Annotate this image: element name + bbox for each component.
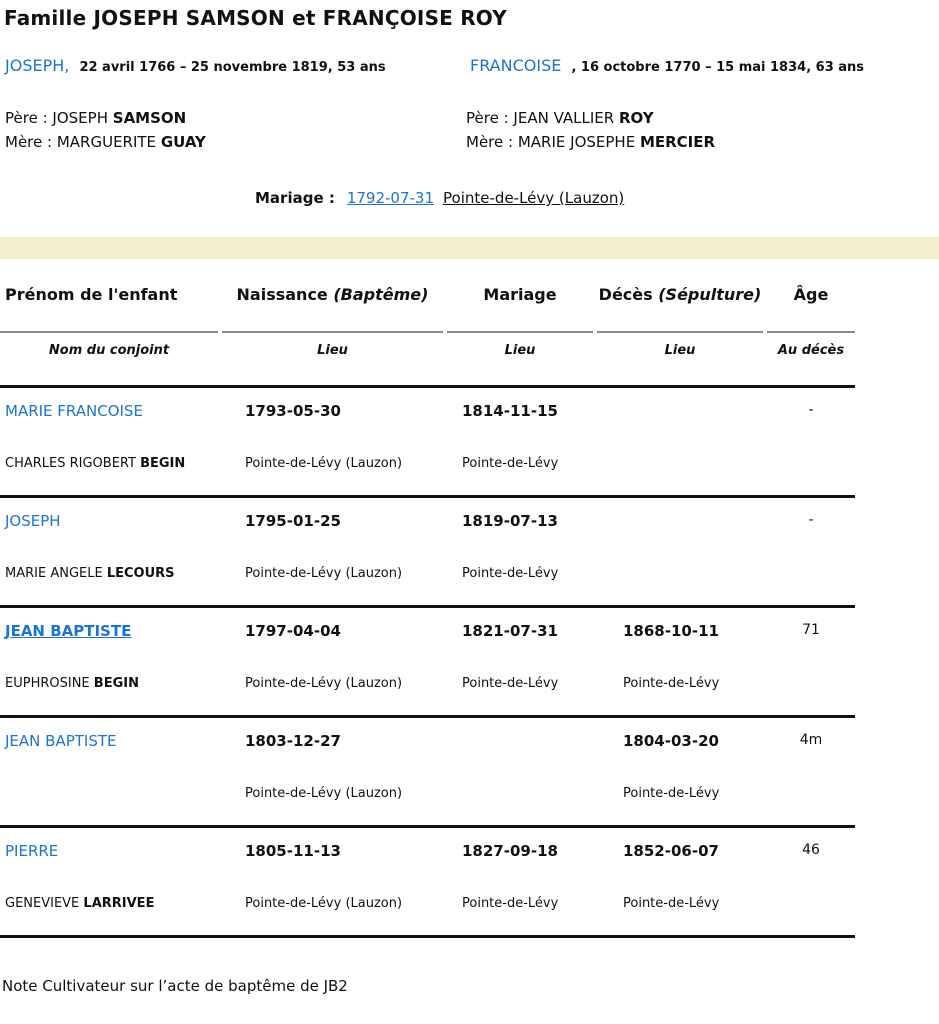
father-label: Père : xyxy=(466,109,509,127)
mother-label: Mère : xyxy=(466,133,514,151)
wife-parents xyxy=(466,106,715,154)
age-value: - xyxy=(808,402,814,418)
birth-date: 1797-04-04 xyxy=(245,622,341,640)
marriage-place-link[interactable]: Pointe-de-Lévy (Lauzon) xyxy=(443,189,625,207)
wife-summary xyxy=(470,56,864,75)
age-value: - xyxy=(808,512,814,528)
column-header-marriage: Mariage xyxy=(447,283,593,333)
age-value: 4m xyxy=(799,732,823,748)
table-row xyxy=(0,605,855,715)
mother-given-name: MARIE JOSEPHE xyxy=(517,133,636,151)
marriage-date: 1819-07-13 xyxy=(462,512,558,530)
column-header-age: Âge xyxy=(767,283,855,333)
mother-label: Mère : xyxy=(5,133,53,151)
table-row xyxy=(0,825,855,935)
couple-summary xyxy=(0,56,939,78)
marriage-place: Pointe-de-Lévy xyxy=(462,566,559,581)
subheader-death-place: Lieu xyxy=(664,343,696,358)
child-name-link[interactable]: JEAN BAPTISTE xyxy=(5,732,117,750)
husband-name: JOSEPH, xyxy=(5,56,70,75)
wife-dates: , 16 octobre 1770 – 15 mai 1834, 63 ans xyxy=(571,60,865,75)
spouse-name: GENEVIEVE LARRIVEE xyxy=(5,896,155,911)
marriage-place: Pointe-de-Lévy xyxy=(462,456,559,471)
wife-name: FRANCOISE xyxy=(470,56,562,75)
table-row xyxy=(0,715,855,825)
birth-date: 1803-12-27 xyxy=(245,732,341,750)
child-name-link[interactable]: MARIE FRANCOISE xyxy=(5,402,143,420)
wife-mother-line xyxy=(466,130,715,154)
marriage-date-link[interactable]: 1792-07-31 xyxy=(346,189,435,207)
husband-summary xyxy=(5,56,386,75)
spouse-name: EUPHROSINE BEGIN xyxy=(5,676,139,691)
column-header-death: Décès (Sépulture) xyxy=(597,283,763,333)
spouse-name: MARIE ANGELE LECOURS xyxy=(5,566,175,581)
age-value: 71 xyxy=(802,622,820,638)
father-surname: ROY xyxy=(618,109,654,127)
marriage-label: Mariage : xyxy=(255,189,335,207)
marriage-line xyxy=(255,189,624,207)
husband-parents xyxy=(5,106,206,154)
father-given-name: JEAN VALLIER xyxy=(513,109,615,127)
table-header-row xyxy=(0,283,855,333)
death-place: Pointe-de-Lévy xyxy=(623,896,720,911)
page-title: Famille JOSEPH SAMSON et FRANÇOISE ROY xyxy=(4,6,507,30)
birth-place: Pointe-de-Lévy (Lauzon) xyxy=(245,676,403,691)
death-place: Pointe-de-Lévy xyxy=(623,676,720,691)
birth-date: 1795-01-25 xyxy=(245,512,341,530)
husband-mother-line xyxy=(5,130,206,154)
table-bottom-rule xyxy=(0,935,855,938)
father-surname: SAMSON xyxy=(112,109,187,127)
husband-father-line xyxy=(5,106,206,130)
subheader-spouse: Nom du conjoint xyxy=(48,343,170,358)
mother-given-name: MARGUERITE xyxy=(56,133,157,151)
birth-place: Pointe-de-Lévy (Lauzon) xyxy=(245,786,403,801)
table-row xyxy=(0,495,855,605)
birth-place: Pointe-de-Lévy (Lauzon) xyxy=(245,456,403,471)
spouse-name: CHARLES RIGOBERT BEGIN xyxy=(5,456,186,471)
column-header-birth: Naissance (Baptême) xyxy=(222,283,443,333)
marriage-place: Pointe-de-Lévy xyxy=(462,676,559,691)
subheader-age-at-death: Au décès xyxy=(777,343,845,358)
child-name-link[interactable]: JEAN BAPTISTE xyxy=(5,622,132,640)
father-given-name: JOSEPH xyxy=(52,109,108,127)
note-text: Note Cultivateur sur l’acte de baptême de JB2 xyxy=(2,977,348,995)
column-header-child: Prénom de l'enfant xyxy=(0,283,218,333)
death-place: Pointe-de-Lévy xyxy=(623,786,720,801)
death-date: 1852-06-07 xyxy=(623,842,719,860)
father-label: Père : xyxy=(5,109,48,127)
mother-surname: GUAY xyxy=(160,133,206,151)
children-table xyxy=(0,283,855,938)
subheader-marriage-place: Lieu xyxy=(504,343,536,358)
table-subheader-row xyxy=(0,333,855,385)
wife-father-line xyxy=(466,106,715,130)
child-name-link[interactable]: JOSEPH xyxy=(5,512,61,530)
table-row xyxy=(0,385,855,495)
age-value: 46 xyxy=(802,842,820,858)
birth-place: Pointe-de-Lévy (Lauzon) xyxy=(245,896,403,911)
death-date: 1868-10-11 xyxy=(623,622,719,640)
birth-date: 1805-11-13 xyxy=(245,842,341,860)
mother-surname: MERCIER xyxy=(639,133,716,151)
marriage-date: 1814-11-15 xyxy=(462,402,558,420)
death-date: 1804-03-20 xyxy=(623,732,719,750)
marriage-date: 1827-09-18 xyxy=(462,842,558,860)
birth-date: 1793-05-30 xyxy=(245,402,341,420)
subheader-birth-place: Lieu xyxy=(317,343,348,358)
marriage-place: Pointe-de-Lévy xyxy=(462,896,559,911)
section-divider-band xyxy=(0,237,939,259)
birth-place: Pointe-de-Lévy (Lauzon) xyxy=(245,566,403,581)
child-name-link[interactable]: PIERRE xyxy=(5,842,59,860)
marriage-date: 1821-07-31 xyxy=(462,622,558,640)
husband-dates: 22 avril 1766 – 25 novembre 1819, 53 ans xyxy=(79,60,386,75)
